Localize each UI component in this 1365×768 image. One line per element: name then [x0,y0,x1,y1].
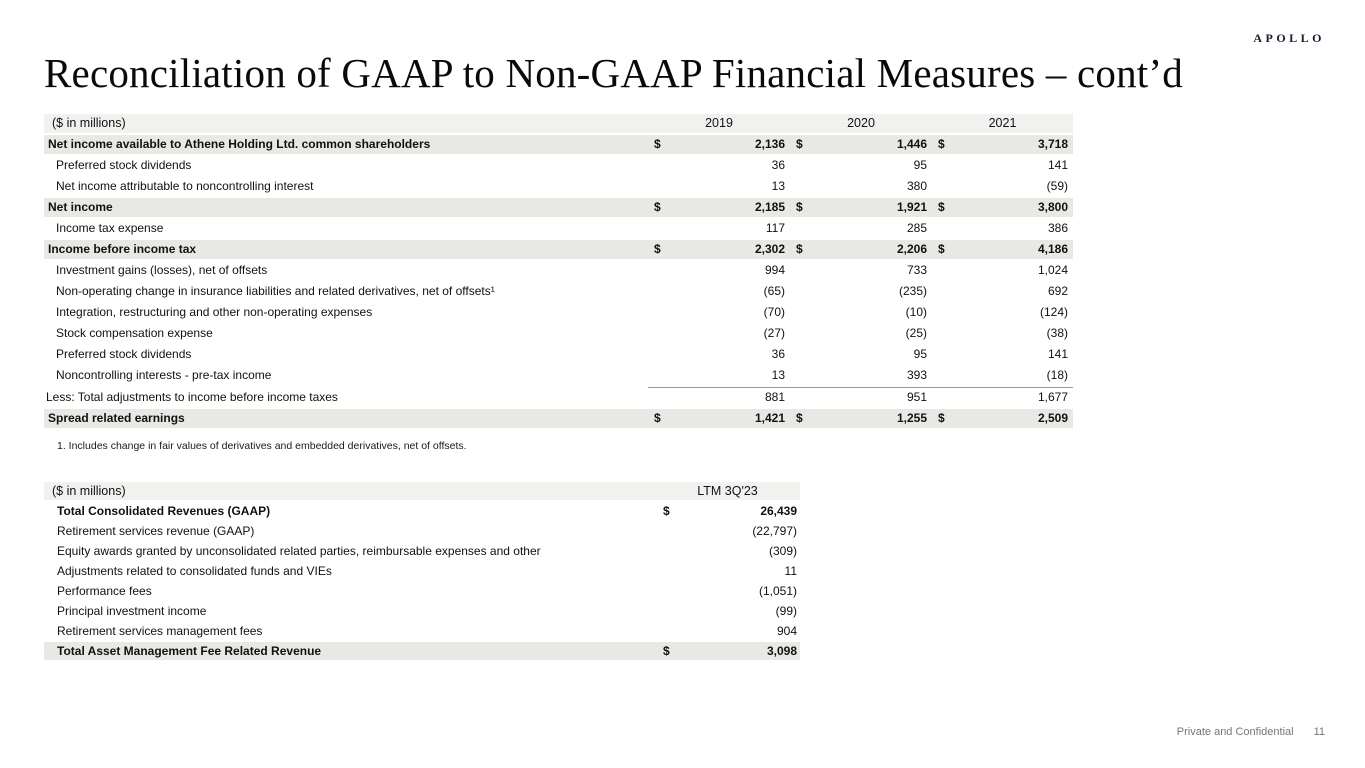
dollar-sign [655,522,680,542]
dollar-sign [655,542,680,562]
dollar-sign [790,156,808,177]
table-row [44,345,1073,366]
dollar-sign [648,219,666,240]
cell-value: (27) [666,324,790,345]
cell-value: (18) [950,366,1073,387]
dollar-sign [648,366,666,387]
row-label: Less: Total adjustments to income before income taxes [44,387,648,409]
row-label: Non-operating change in insurance liabilities and related derivatives, net of offsets¹ [44,282,648,303]
cell-value: 904 [680,622,800,642]
table-row [44,135,1073,156]
cell-value: (309) [680,542,800,562]
table-row [44,177,1073,198]
table-row [44,282,1073,303]
row-label: Adjustments related to consolidated funds and VIEs [44,562,655,582]
dollar-sign [790,282,808,303]
footnote: 1. Includes change in fair values of derivatives and embedded derivatives, net of offsets. [57,440,467,452]
dollar-sign: $ [790,240,808,261]
cell-value: (25) [808,324,932,345]
dollar-sign [932,261,950,282]
dollar-sign [932,156,950,177]
cell-value: 994 [666,261,790,282]
cell-value: 386 [950,219,1073,240]
row-label: Stock compensation expense [44,324,648,345]
dollar-sign [932,177,950,198]
dollar-sign [648,177,666,198]
table-row [44,622,800,642]
row-label: Equity awards granted by unconsolidated related parties, reimbursable expenses and other [44,542,655,562]
cell-value: 11 [680,562,800,582]
dollar-sign [790,366,808,387]
row-label: Income before income tax [44,240,648,261]
cell-value: 285 [808,219,932,240]
row-label: Net income available to Athene Holding Ltd. common shareholders [44,135,648,156]
dollar-sign: $ [648,198,666,219]
cell-value: 36 [666,345,790,366]
dollar-sign [932,219,950,240]
row-label: Retirement services management fees [44,622,655,642]
table-row [44,522,800,542]
row-label: Investment gains (losses), net of offsets [44,261,648,282]
cell-value: (10) [808,303,932,324]
cell-value: 1,421 [666,409,790,430]
table-row [44,156,1073,177]
table-row [44,240,1073,261]
cell-value: 1,446 [808,135,932,156]
row-label: Spread related earnings [44,409,648,430]
table1-column-2020: 2020 [790,114,932,135]
slide-footer [1177,726,1325,738]
dollar-sign [655,582,680,602]
table2-body [44,502,800,662]
cell-value: (38) [950,324,1073,345]
dollar-sign: $ [932,409,950,430]
cell-value: 2,302 [666,240,790,261]
table-row [44,219,1073,240]
cell-value: 141 [950,345,1073,366]
row-label: Total Asset Management Fee Related Revenue [44,642,655,662]
cell-value: (99) [680,602,800,622]
page-number: 11 [1313,726,1325,738]
table1-body [44,135,1073,430]
table-row [44,542,800,562]
cell-value: 393 [808,366,932,387]
table-row [44,303,1073,324]
table1-unit-label: ($ in millions) [44,114,648,135]
cell-value: 1,921 [808,198,932,219]
dollar-sign: $ [932,198,950,219]
dollar-sign: $ [648,135,666,156]
row-label: Integration, restructuring and other non-operating expenses [44,303,648,324]
gaap-reconciliation-table [44,114,1073,430]
row-label: Noncontrolling interests - pre-tax income [44,366,648,387]
dollar-sign [932,366,950,387]
confidentiality-label: Private and Confidential [1176,726,1294,738]
page-title: Reconciliation of GAAP to Non-GAAP Financial Measures – cont’d [44,50,1183,96]
dollar-sign: $ [790,198,808,219]
dollar-sign: $ [648,240,666,261]
table-row [44,366,1073,387]
table-row [44,198,1073,219]
dollar-sign [932,387,950,409]
table2-column-ltm: LTM 3Q'23 [655,482,800,502]
table-row [44,562,800,582]
cell-value: 3,098 [680,642,800,662]
table-row [44,409,1073,430]
dollar-sign [932,282,950,303]
table2-header-row [44,482,800,502]
cell-value: 951 [808,387,932,409]
apollo-logo: APOLLO [1253,31,1325,45]
dollar-sign [648,324,666,345]
dollar-sign [648,156,666,177]
table1-header-row [44,114,1073,135]
dollar-sign [790,261,808,282]
dollar-sign: $ [655,642,680,662]
dollar-sign [932,324,950,345]
cell-value: 2,136 [666,135,790,156]
table-row [44,602,800,622]
cell-value: 36 [666,156,790,177]
cell-value: 380 [808,177,932,198]
cell-value: 13 [666,177,790,198]
table1-column-2019: 2019 [648,114,790,135]
table-row [44,642,800,662]
cell-value: 95 [808,156,932,177]
cell-value: 692 [950,282,1073,303]
cell-value: 2,185 [666,198,790,219]
cell-value: 881 [666,387,790,409]
dollar-sign: $ [790,409,808,430]
dollar-sign [790,177,808,198]
table-row [44,582,800,602]
row-label: Net income attributable to noncontrolling interest [44,177,648,198]
cell-value: (124) [950,303,1073,324]
cell-value: 733 [808,261,932,282]
cell-value: 117 [666,219,790,240]
dollar-sign: $ [932,135,950,156]
cell-value: 3,800 [950,198,1073,219]
cell-value: 1,255 [808,409,932,430]
cell-value: (65) [666,282,790,303]
cell-value: 1,677 [950,387,1073,409]
dollar-sign [790,303,808,324]
cell-value: 3,718 [950,135,1073,156]
dollar-sign [648,345,666,366]
row-label: Net income [44,198,648,219]
row-label: Income tax expense [44,219,648,240]
cell-value: 95 [808,345,932,366]
cell-value: (22,797) [680,522,800,542]
dollar-sign: $ [932,240,950,261]
cell-value: 2,206 [808,240,932,261]
dollar-sign [790,219,808,240]
row-label: Total Consolidated Revenues (GAAP) [44,502,655,522]
cell-value: 2,509 [950,409,1073,430]
cell-value: 4,186 [950,240,1073,261]
table1-column-2021: 2021 [932,114,1073,135]
table-row [44,502,800,522]
dollar-sign [790,345,808,366]
cell-value: 1,024 [950,261,1073,282]
dollar-sign [932,303,950,324]
cell-value: (235) [808,282,932,303]
dollar-sign [648,282,666,303]
row-label: Principal investment income [44,602,655,622]
dollar-sign: $ [790,135,808,156]
dollar-sign [648,303,666,324]
cell-value: 13 [666,366,790,387]
cell-value: 26,439 [680,502,800,522]
cell-value: 141 [950,156,1073,177]
cell-value: (70) [666,303,790,324]
dollar-sign [932,345,950,366]
row-label: Preferred stock dividends [44,345,648,366]
fee-related-revenue-table [44,482,800,662]
cell-value: (59) [950,177,1073,198]
dollar-sign [648,387,666,409]
row-label: Performance fees [44,582,655,602]
table-row [44,387,1073,409]
dollar-sign [655,562,680,582]
dollar-sign [655,602,680,622]
dollar-sign [648,261,666,282]
row-label: Preferred stock dividends [44,156,648,177]
row-label: Retirement services revenue (GAAP) [44,522,655,542]
table-row [44,261,1073,282]
dollar-sign [655,622,680,642]
cell-value: (1,051) [680,582,800,602]
dollar-sign: $ [655,502,680,522]
table2-unit-label: ($ in millions) [44,482,655,502]
dollar-sign [790,387,808,409]
table-row [44,324,1073,345]
dollar-sign: $ [648,409,666,430]
dollar-sign [790,324,808,345]
